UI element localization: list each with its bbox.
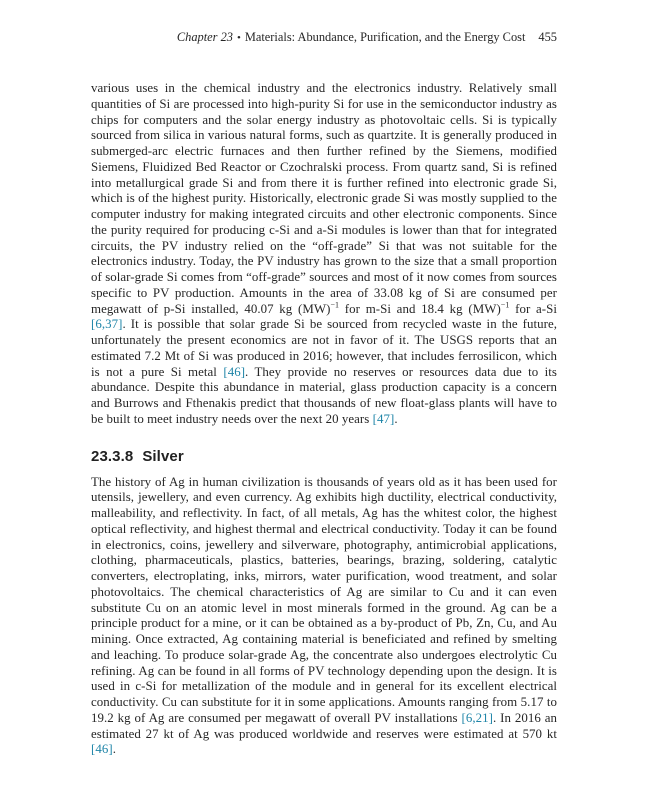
superscript-exponent: −1: [330, 300, 340, 310]
citation-link[interactable]: [46]: [223, 364, 246, 379]
text-run: for m-Si and 18.4 kg (MW): [339, 301, 501, 316]
citation-link[interactable]: [47]: [372, 411, 395, 426]
text-run: . They provide no reserves or resources data due to its abundance. Despite this abundance in material, glass production capacity is a concern and Burrows and Fthenakis predict that thousands of new float-glass plants will have to be built to meet industry needs over the next 20 years: [91, 364, 557, 426]
text-run: The history of Ag in human civilization is thousands of years old as it has been used for utensils, jewellery, and even currency. Ag exhibits high ductility, electrical conductivity, malleability, and reflectivity. In fact, of all metals, Ag has the whitest color, the highest optical reflectivity, and highest thermal and electrical conductivity. Today it can be found in electronics, coins, jewellery and silverware, photography, antimicrobial applications, clothing, pharmaceuticals, plastics, batteries, bearings, brazing, soldering, catalytic converters, electroplating, inks, mirrors, water purification, wood treatment, and solar photovoltaics. The chemical characteristics of Ag are similar to Cu and it can even substitute Cu on an atomic level in most minerals formed in the ground. Ag can be a principle product for a mine, or it can be obtained as a by-product of Pb, Zn, Cu, and Au mining. Once extracted, Ag containing material is beneficiated and refined by smelting and leaching. To produce solar-grade Ag, the concentrate also undergoes electrolytic Cu refining. Ag can be found in all forms of PV technology depending upon the design. It is used in c-Si for metallization of the module and in general for its excellent electrical conductivity. Cu can substitute for it in some applications. Amounts ranging from 5.17 to 19.2 kg of Ag are consumed per megawatt of overall PV installations: [91, 474, 557, 725]
running-head-title: Materials: Abundance, Purification, and the Energy Cost: [244, 30, 526, 44]
text-run: . It is possible that solar grade Si be sourced from recycled waste in the future, unfortunately the present economics are not in favor of it. The USGS reports that an estimated 7.2 Mt of Si was produced in 2016; however, that includes ferrosilicon, which is not a pure Si metal: [91, 317, 557, 379]
running-head: [91, 31, 557, 45]
paragraph: [91, 81, 557, 428]
text-run: for a-Si: [509, 301, 558, 316]
text-run: various uses in the chemical industry and the electronics industry. Relatively small quantities of Si are processed into high-purity Si for use in the semiconductor industry as chips for computers and the solar energy industry as photovoltaic cells. Si is typically sourced from silica in various natural forms, such as quartzite. It is generally produced in submerged-arc electric furnaces and then further refined by the Siemens, modified Siemens, Fluidized Bed Reactor or Czochralski process. From quartz sand, Si is refined into metallurgical grade Si and from there it is further refined into electronic grade Si, which is of the highest purity. Historically, electronic grade Si was mostly supplied to the computer industry for making integrated circuits and other electronic components. Since the purity required for producing c-Si and a-Si modules is lower than that for integrated circuits, the PV industry relied on the “off-grade” Si that was not suitable for the electronics industry. Today, the PV industry has grown to the size that a small proportion of solar-grade Si comes from “off-grade” sources and most of it now comes from sources specific to PV production. Amounts in the area of 33.08 kg of Si are consumed per megawatt of p-Si installed, 40.07 kg (MW): [91, 81, 557, 316]
page-body: [91, 81, 557, 758]
text-run: .: [112, 742, 116, 757]
citation-link[interactable]: [6,21]: [461, 710, 493, 725]
text-run: .: [394, 411, 398, 426]
bullet-separator: •: [236, 32, 241, 44]
superscript-exponent: −1: [500, 300, 510, 310]
paragraph: [91, 475, 557, 759]
section-heading-number: 23.3.8: [91, 447, 134, 465]
citation-link[interactable]: [6,37]: [91, 317, 123, 332]
page-number: 455: [538, 30, 557, 44]
running-head-chapter-label: Chapter 23: [176, 30, 233, 44]
citation-link[interactable]: [46]: [91, 742, 113, 757]
section-heading-title: Silver: [142, 447, 184, 465]
section-heading: [91, 448, 557, 466]
text-run: . In 2016 an estimated 27 kt of Ag was produced worldwide and reserves were estimated at 570 kt: [91, 710, 557, 741]
